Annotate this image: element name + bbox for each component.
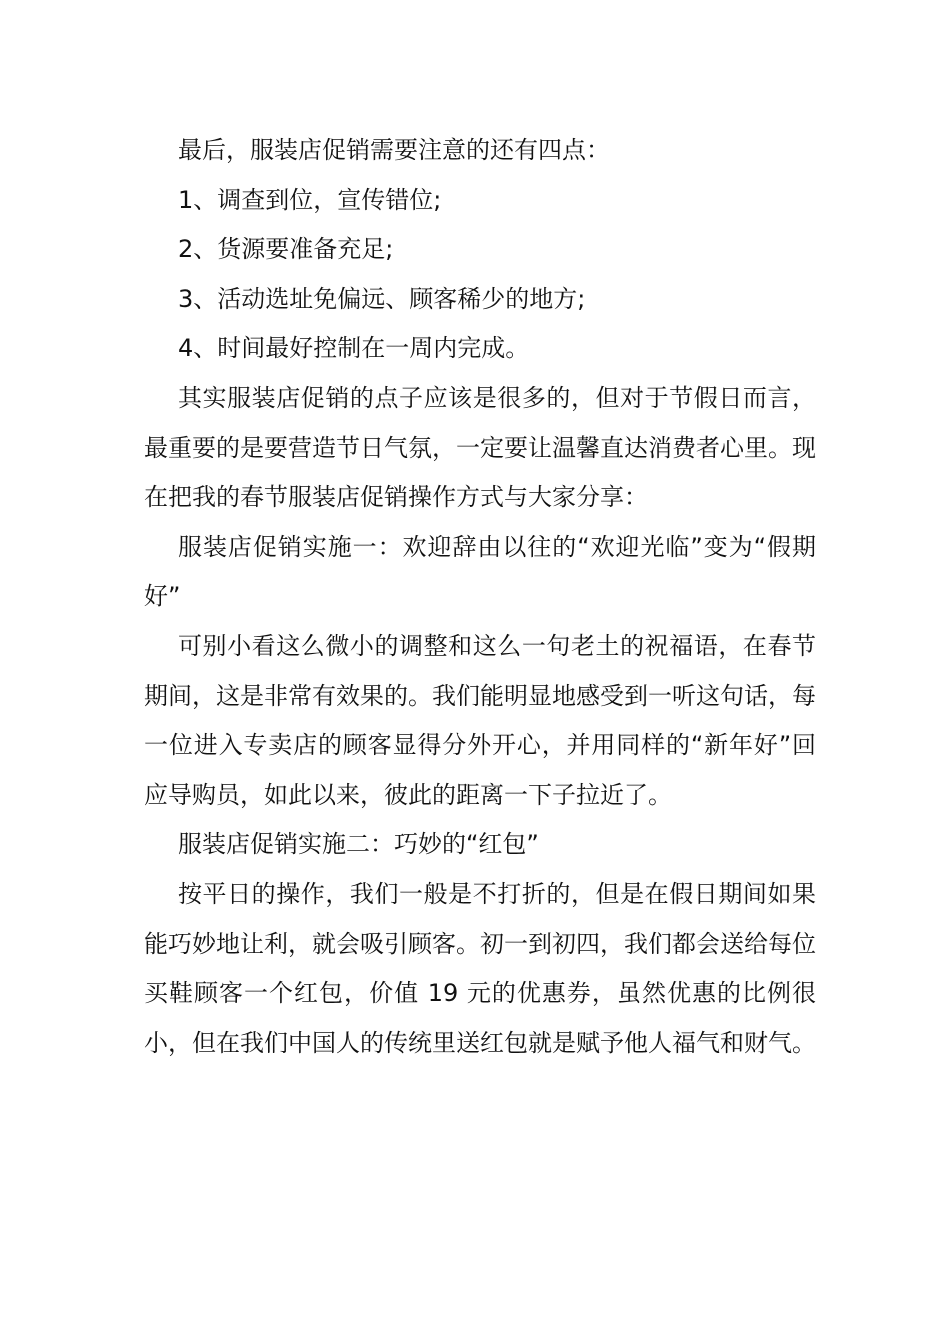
paragraph-greeting-effect: 可别小看这么微小的调整和这么一句老土的祝福语，在春节期间，这是非常有效果的。我们能明显地感受到一听这句话，每一位进入专卖店的顾客显得分外开心，并用同样的“新年好”回应导购员，如此以来，彼此的距离一下子拉近了。: [144, 631, 816, 809]
paragraph-red-envelope: 按平日的操作，我们一般是不打折的，但是在假日期间如果能巧妙地让利，就会吸引顾客。初一到初四，我们都会送给每位买鞋顾客一个红包，价值 19 元的优惠券，虽然优惠的比例很小，但在我们中国人的传统里送红包就是赋予他人福气和财气。: [144, 879, 816, 1057]
list-item-3: 3、活动选址免偏远、顾客稀少的地方;: [178, 284, 586, 313]
list-item-1: 1、调查到位，宣传错位;: [178, 185, 442, 214]
document-body: [144, 126, 816, 1068]
list-item-4: 4、时间最好控制在一周内完成。: [178, 334, 530, 363]
paragraph-holiday-ideas: 其实服装店促销的点子应该是很多的，但对于节假日而言，最重要的是要营造节日气氛，一定要让温馨直达消费者心里。现在把我的春节服装店促销操作方式与大家分享：: [144, 383, 816, 512]
list-item-2: 2、货源要准备充足;: [178, 235, 394, 264]
heading-implementation-two: 服装店促销实施二：巧妙的“红包”: [178, 830, 539, 859]
heading-implementation-one: 服装店促销实施一：欢迎辞由以往的“欢迎光临”变为“假期好”: [144, 532, 816, 611]
paragraph-notes-intro: 最后，服装店促销需要注意的还有四点：: [178, 136, 610, 164]
